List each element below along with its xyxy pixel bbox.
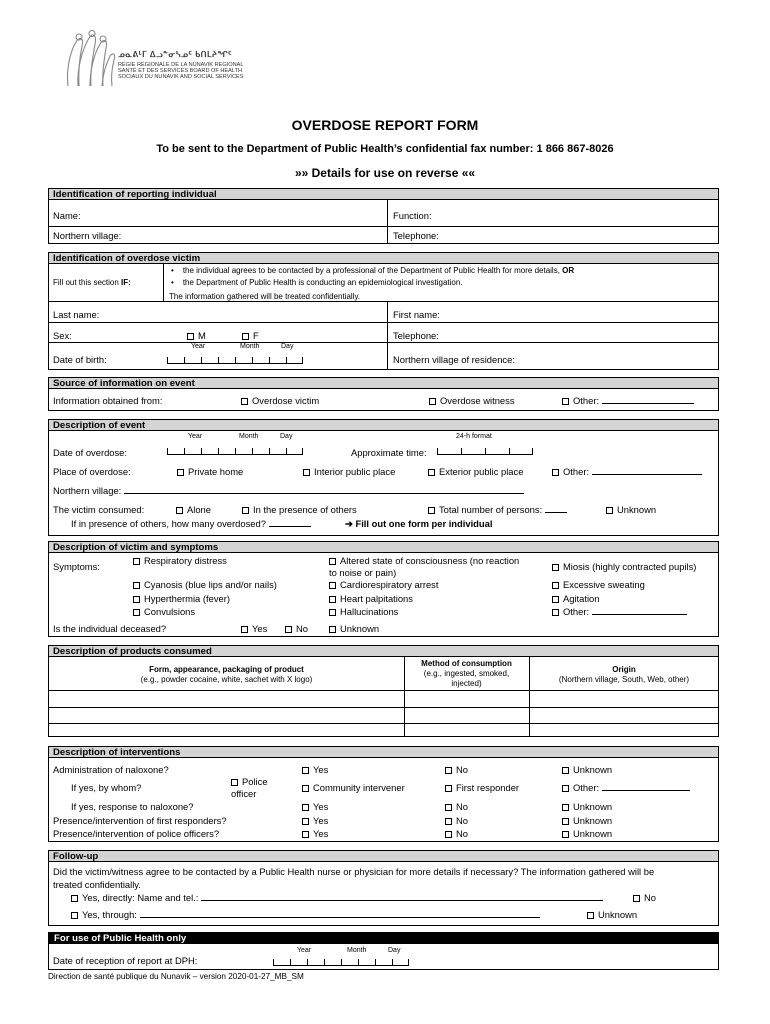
details-reverse-note: »» Details for use on reverse «« — [294, 166, 476, 180]
place-private-home-checkbox[interactable]: Private home — [177, 466, 243, 477]
checkbox-icon — [552, 469, 559, 476]
day-label: Day — [388, 947, 401, 954]
checkbox-icon — [552, 564, 559, 571]
time-format-label: 24-h format — [456, 433, 492, 440]
deceased-no-checkbox[interactable]: No — [285, 623, 308, 634]
symptom-other-checkbox[interactable]: Other: — [552, 606, 687, 617]
followup-question-line2: treated confidentially. — [53, 879, 141, 890]
reception-date-input[interactable] — [273, 959, 409, 966]
checkbox-icon — [587, 912, 594, 919]
telephone-label: Telephone: — [393, 230, 439, 241]
source-victim-checkbox[interactable]: Overdose victim — [241, 395, 319, 406]
checkbox-icon — [133, 596, 140, 603]
checkbox-icon — [562, 804, 569, 811]
place-of-overdose-label: Place of overdose: — [53, 466, 131, 477]
fill-out-if-label: Fill out this section IF: — [53, 278, 131, 287]
logo-line-2: SANTÉ ET DES SERVICES BOARD OF HEALTH — [118, 68, 243, 74]
footer-version: Direction de santé publique du Nunavik – version 2020-01-27_MB_SM — [48, 972, 304, 981]
victim-telephone-label: Telephone: — [393, 330, 439, 341]
by-first-responder-checkbox[interactable]: First responder — [445, 782, 519, 793]
symptom-agitation-checkbox[interactable]: Agitation — [552, 593, 599, 604]
checkbox-icon — [552, 596, 559, 603]
victim-consumed-label: The victim consumed: — [53, 504, 145, 515]
event-section — [48, 419, 719, 536]
section-header: Description of interventions — [49, 747, 718, 758]
checkbox-icon — [302, 831, 309, 838]
section-header: Identification of reporting individual — [49, 189, 718, 200]
products-section — [48, 645, 719, 737]
symptom-convulsions-checkbox[interactable]: Convulsions — [133, 606, 195, 617]
checkbox-icon — [242, 333, 249, 340]
confidential-note: The information gathered will be treated confidentially. — [169, 292, 361, 301]
symptom-hyperthermia-checkbox[interactable]: Hyperthermia (fever) — [133, 593, 230, 604]
checkbox-icon — [445, 767, 452, 774]
day-label: Day — [281, 343, 294, 350]
products-col-method-header: Method of consumption — [421, 659, 512, 668]
month-label: Month — [240, 343, 260, 350]
checkbox-icon — [241, 398, 248, 405]
by-community-checkbox[interactable]: Community intervener — [302, 782, 405, 793]
checkbox-icon — [445, 818, 452, 825]
followup-question-line1: Did the victim/witness agree to be contacted by a Public Health nurse or physician for more details if necessary? The information gathered will be — [53, 866, 655, 877]
by-police-continued: officer — [231, 788, 257, 799]
symptom-cardio-checkbox[interactable]: Cardiorespiratory arrest — [329, 579, 438, 590]
fill-one-form-note: ➔ Fill out one form per individual — [345, 518, 493, 529]
condition-bullet-1: • the individual agrees to be contacted by a professional of the Department of Public Health for more details, OR — [171, 266, 574, 275]
checkbox-icon — [71, 912, 78, 919]
checkbox-icon — [177, 469, 184, 476]
checkbox-icon — [562, 785, 569, 792]
products-col-origin-subheader: (Northern village, South, Web, other) — [558, 675, 690, 684]
products-col-form-header: Form, appearance, packaging of product — [149, 665, 304, 674]
checkbox-icon — [552, 609, 559, 616]
date-of-overdose-label: Date of overdose: — [53, 447, 128, 458]
section-header: Follow-up — [49, 851, 718, 862]
interventions-section — [48, 746, 719, 842]
place-other-checkbox[interactable]: Other: — [552, 466, 702, 477]
logo-line-1: RÉGIE RÉGIONALE DE LA NUNAVIK REGIONAL — [118, 62, 244, 68]
naloxone-unknown-checkbox[interactable]: Unknown — [562, 764, 612, 775]
month-label: Month — [347, 947, 367, 954]
checkbox-icon — [242, 507, 249, 514]
by-whom-label: If yes, by whom? — [71, 782, 142, 793]
checkbox-icon — [187, 333, 194, 340]
how-many-overdosed-label: If in presence of others, how many overdosed? — [71, 518, 311, 529]
checkbox-icon — [303, 469, 310, 476]
symptom-respiratory-checkbox[interactable]: Respiratory distress — [133, 555, 227, 566]
checkbox-icon — [562, 818, 569, 825]
checkbox-icon — [445, 831, 452, 838]
information-obtained-label: Information obtained from: — [53, 395, 163, 406]
sex-label: Sex: — [53, 330, 72, 341]
checkbox-icon — [552, 582, 559, 589]
overdose-date-input[interactable] — [167, 448, 303, 455]
checkbox-icon — [231, 779, 238, 786]
condition-bullet-2: • the Department of Public Health is conducting an epidemiological investigation. — [171, 278, 463, 287]
checkbox-icon — [329, 626, 336, 633]
deceased-label: Is the individual deceased? — [53, 623, 167, 634]
deceased-yes-checkbox[interactable]: Yes — [241, 623, 267, 634]
event-village-label: Northern village: — [53, 485, 524, 496]
checkbox-icon — [562, 767, 569, 774]
checkbox-icon — [302, 785, 309, 792]
consumed-unknown-checkbox[interactable]: Unknown — [606, 504, 656, 515]
village-residence-label: Northern village of residence: — [393, 354, 515, 365]
month-label: Month — [239, 433, 259, 440]
consumed-presence-checkbox[interactable]: In the presence of others — [242, 504, 357, 515]
checkbox-icon — [133, 558, 140, 565]
first-resp-unknown-checkbox[interactable]: Unknown — [562, 815, 612, 826]
checkbox-icon — [329, 596, 336, 603]
by-other-checkbox[interactable]: Other: — [562, 782, 690, 793]
arrow-right-icon: ➔ — [345, 518, 356, 529]
checkbox-icon — [302, 767, 309, 774]
symptom-altered-checkbox[interactable]: Altered state of consciousness (no reaction — [329, 555, 519, 566]
police-unknown-checkbox[interactable]: Unknown — [562, 828, 612, 839]
year-label: Year — [297, 947, 312, 954]
products-col-method-sub2: injected) — [451, 679, 482, 688]
checkbox-icon — [302, 818, 309, 825]
products-col-origin-header: Origin — [612, 665, 636, 674]
dob-input[interactable] — [167, 357, 303, 364]
name-label: Name: — [53, 210, 81, 221]
followup-unknown-checkbox[interactable]: Unknown — [587, 909, 637, 920]
naloxone-no-checkbox[interactable]: No — [445, 764, 468, 775]
day-label: Day — [280, 433, 293, 440]
logo-syllabic-text: ᓄᓇᕕᒻᒥ ᐃᓗᓐᓂᓴᓄᑦ ᑲᑎᒪᔨᖏᑦ — [118, 50, 232, 59]
northern-village-label: Northern village: — [53, 230, 122, 241]
sex-m-checkbox[interactable]: M — [187, 330, 206, 341]
followup-section — [48, 850, 719, 926]
naloxone-yes-checkbox[interactable]: Yes — [302, 764, 328, 775]
by-police-checkbox[interactable]: Police — [231, 776, 268, 787]
fax-subtitle: To be sent to the Department of Public Health’s confidential fax number: 1 866 867-8026 — [156, 143, 614, 155]
checkbox-icon — [562, 398, 569, 405]
section-header: Description of victim and symptoms — [49, 542, 718, 553]
approximate-time-label: Approximate time: — [351, 447, 427, 458]
response-no-checkbox[interactable]: No — [445, 801, 468, 812]
logo-line-3: SOCIAUX DU NUNAVIK AND SOCIAL SERVICES — [118, 74, 244, 80]
followup-directly-checkbox[interactable]: Yes, directly: Name and tel.: — [71, 892, 603, 903]
checkbox-icon — [176, 507, 183, 514]
section-header: Source of information on event — [49, 378, 718, 389]
response-unknown-checkbox[interactable]: Unknown — [562, 801, 612, 812]
first-resp-no-checkbox[interactable]: No — [445, 815, 468, 826]
response-label: If yes, response to naloxone? — [71, 801, 194, 812]
checkbox-icon — [71, 895, 78, 902]
checkbox-icon — [329, 609, 336, 616]
deceased-unknown-checkbox[interactable]: Unknown — [329, 623, 379, 634]
checkbox-icon — [562, 831, 569, 838]
last-name-label: Last name: — [53, 309, 100, 320]
section-header: Identification of overdose victim — [49, 253, 718, 264]
police-no-checkbox[interactable]: No — [445, 828, 468, 839]
naloxone-label: Administration of naloxone? — [53, 764, 169, 775]
consumed-alone-checkbox[interactable]: Alone — [176, 504, 211, 515]
source-other-checkbox[interactable]: Other: — [562, 395, 694, 406]
followup-no-checkbox[interactable]: No — [633, 892, 656, 903]
products-col-method-sub1: (e.g., ingested, smoked, — [423, 669, 510, 678]
checkbox-icon — [285, 626, 292, 633]
year-label: Year — [188, 433, 203, 440]
organization-logo — [62, 30, 252, 88]
checkbox-icon — [133, 609, 140, 616]
symptom-cyanosis-checkbox[interactable]: Cyanosis (blue lips and/or nails) — [133, 579, 277, 590]
checkbox-icon — [445, 804, 452, 811]
checkbox-icon — [428, 469, 435, 476]
first-name-label: First name: — [393, 309, 440, 320]
first-responders-label: Presence/intervention of first responders? — [53, 815, 227, 826]
source-witness-checkbox[interactable]: Overdose witness — [429, 395, 515, 406]
sex-f-checkbox[interactable]: F — [242, 330, 259, 341]
symptoms-label: Symptoms: — [53, 561, 100, 572]
year-label: Year — [191, 343, 206, 350]
reception-date-label: Date of reception of report at DPH: — [53, 955, 198, 966]
symptom-palpitations-checkbox[interactable]: Heart palpitations — [329, 593, 413, 604]
checkbox-icon — [302, 804, 309, 811]
symptom-sweating-checkbox[interactable]: Excessive sweating — [552, 579, 645, 590]
checkbox-icon — [633, 895, 640, 902]
checkbox-icon — [329, 582, 336, 589]
place-exterior-checkbox[interactable]: Exterior public place — [428, 466, 523, 477]
checkbox-icon — [606, 507, 613, 514]
symptom-altered-continued: to noise or pain) — [329, 567, 397, 578]
checkbox-icon — [429, 398, 436, 405]
source-section — [48, 377, 719, 411]
section-header: For use of Public Health only — [49, 933, 718, 944]
reporting-individual-section — [48, 188, 719, 244]
checkbox-icon — [428, 507, 435, 514]
followup-through-checkbox[interactable]: Yes, through: — [71, 909, 540, 920]
checkbox-icon — [241, 626, 248, 633]
response-yes-checkbox[interactable]: Yes — [302, 801, 328, 812]
symptom-hallucinations-checkbox[interactable]: Hallucinations — [329, 606, 398, 617]
public-health-section — [48, 932, 719, 970]
total-persons-checkbox[interactable]: Total number of persons: — [428, 504, 567, 515]
section-header: Description of event — [49, 420, 718, 431]
section-header: Description of products consumed — [49, 646, 718, 657]
function-label: Function: — [393, 210, 432, 221]
checkbox-icon — [445, 785, 452, 792]
symptoms-section — [48, 541, 719, 637]
police-presence-label: Presence/intervention of police officers? — [53, 828, 220, 839]
dob-label: Date of birth: — [53, 354, 107, 365]
place-interior-checkbox[interactable]: Interior public place — [303, 466, 395, 477]
first-resp-yes-checkbox[interactable]: Yes — [302, 815, 328, 826]
products-col-form-subheader: (e.g., powder cocaine, white, sachet with X logo) — [140, 675, 313, 684]
logo-figures-icon — [62, 30, 118, 88]
police-yes-checkbox[interactable]: Yes — [302, 828, 328, 839]
page-title: OVERDOSE REPORT FORM — [291, 117, 479, 133]
symptom-miosis-checkbox[interactable]: Miosis (highly contracted pupils) — [552, 561, 696, 572]
checkbox-icon — [133, 582, 140, 589]
checkbox-icon — [329, 558, 336, 565]
approximate-time-input[interactable] — [437, 448, 533, 455]
victim-section — [48, 252, 719, 370]
